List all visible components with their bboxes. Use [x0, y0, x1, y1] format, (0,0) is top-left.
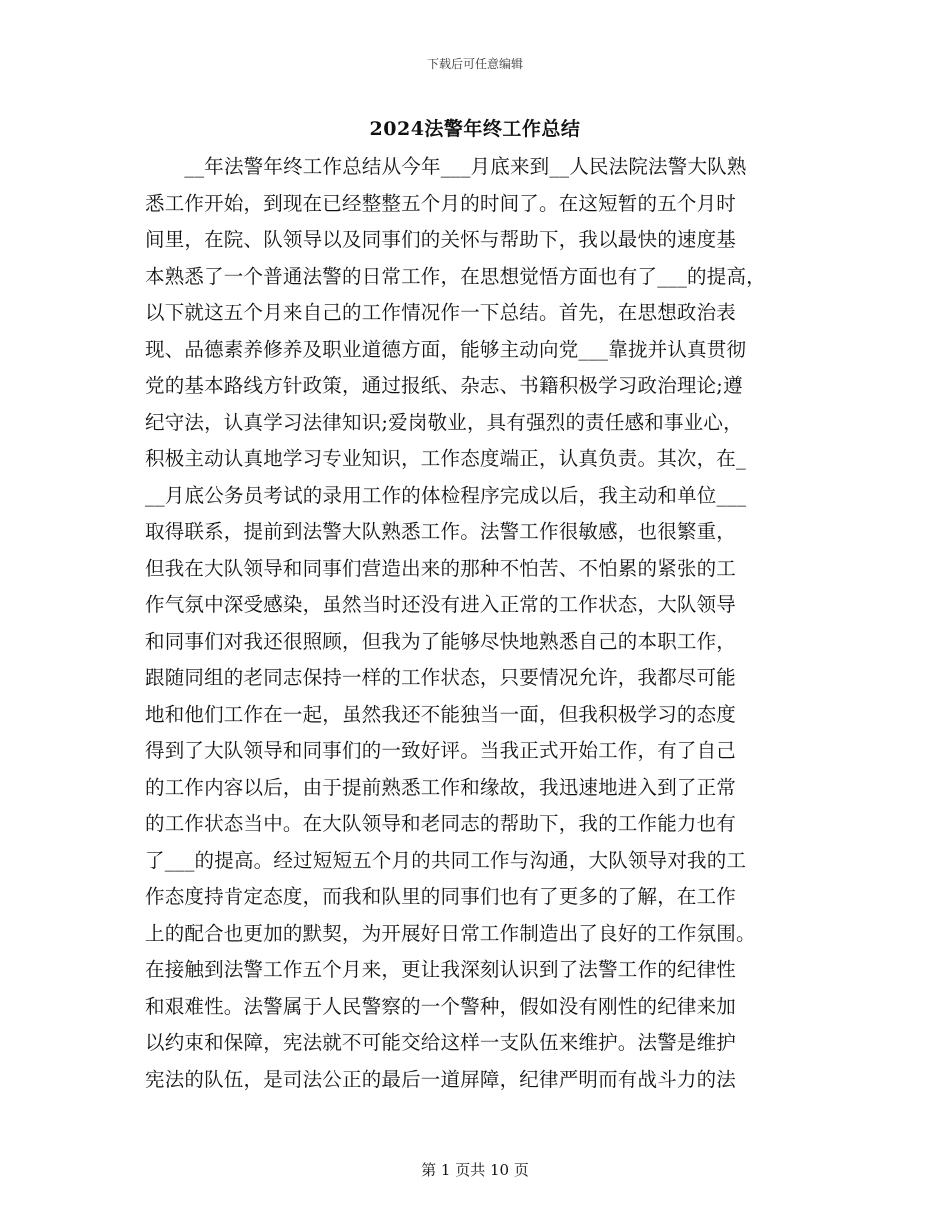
body-line: 作态度持肯定态度，而我和队里的同事们也有了更多的了解，在工作	[145, 885, 737, 908]
body-line: 以约束和保障，宪法就不可能交给这样一支队伍来维护。法警是维护	[145, 1031, 737, 1054]
body-line: 作气氛中深受感染，虽然当时还没有进入正常的工作状态，大队领导	[145, 593, 737, 616]
body-line: 积极主动认真地学习专业知识，工作态度端正，认真负责。其次，在_	[145, 447, 746, 470]
body-line: 跟随同组的老同志保持一样的工作状态，只要情况允许，我都尽可能	[145, 666, 737, 689]
body-line: 但我在大队领导和同事们营造出来的那种不怕苦、不怕累的紧张的工	[145, 556, 737, 580]
body-line: 得到了大队领导和同事们的一致好评。当我正式开始工作，有了自己	[145, 739, 737, 762]
body-line: 的工作内容以后，由于提前熟悉工作和缘故，我迅速地进入到了正常	[145, 775, 737, 799]
body-line: 地和他们工作在一起，虽然我还不能独当一面，但我积极学习的态度	[145, 702, 737, 726]
body-line: 现、品德素养修养及职业道德方面，能够主动向党___靠拢并认真贯彻	[145, 337, 747, 361]
body-line: 了___的提高。经过短短五个月的共同工作与沟通，大队领导对我的工	[145, 848, 747, 872]
document-title: 2024法警年终工作总结	[369, 118, 581, 140]
body-text	[145, 149, 807, 1098]
body-line: __年法警年终工作总结从今年___月底来到__人民法院法警大队熟	[145, 155, 747, 178]
body-line: 悉工作开始，到现在已经整整五个月的时间了。在这短暂的五个月时	[145, 191, 737, 215]
header-note: 下载后可任意编辑	[426, 57, 523, 71]
body-line: 和艰难性。法警属于人民警察的一个警种，假如没有刚性的纪律来加	[145, 994, 737, 1018]
body-line: 宪法的队伍，是司法公正的最后一道屏障，纪律严明而有战斗力的法	[145, 1067, 737, 1091]
page-footer: 第 1 页共 10 页	[421, 1161, 529, 1179]
body-line: 间里，在院、队领导以及同事们的关怀与帮助下，我以最快的速度基	[145, 228, 737, 251]
body-line: 和同事们对我还很照顾，但我为了能够尽快地熟悉自己的本职工作，	[145, 629, 737, 653]
body-line: 党的基本路线方针政策，通过报纸、杂志、书籍积极学习政治理论;遵	[145, 374, 743, 397]
body-line: __月底公务员考试的录用工作的体检程序完成以后，我主动和单位___	[145, 483, 747, 507]
body-line: 以下就这五个月来自己的工作情况作一下总结。首先，在思想政治表	[145, 301, 737, 324]
body-line: 上的配合也更加的默契，为开展好日常工作制造出了良好的工作氛围。	[145, 921, 756, 945]
body-line: 纪守法，认真学习法律知识;爱岗敬业，具有强烈的责任感和事业心，	[145, 410, 743, 434]
body-line: 取得联系，提前到法警大队熟悉工作。法警工作很敏感，也很繁重，	[145, 520, 737, 543]
body-line: 本熟悉了一个普通法警的日常工作，在思想觉悟方面也有了___的提高，	[145, 264, 766, 288]
body-line: 在接触到法警工作五个月来，更让我深刻认识到了法警工作的纪律性	[145, 958, 737, 981]
body-line: 的工作状态当中。在大队领导和老同志的帮助下，我的工作能力也有	[145, 812, 737, 835]
